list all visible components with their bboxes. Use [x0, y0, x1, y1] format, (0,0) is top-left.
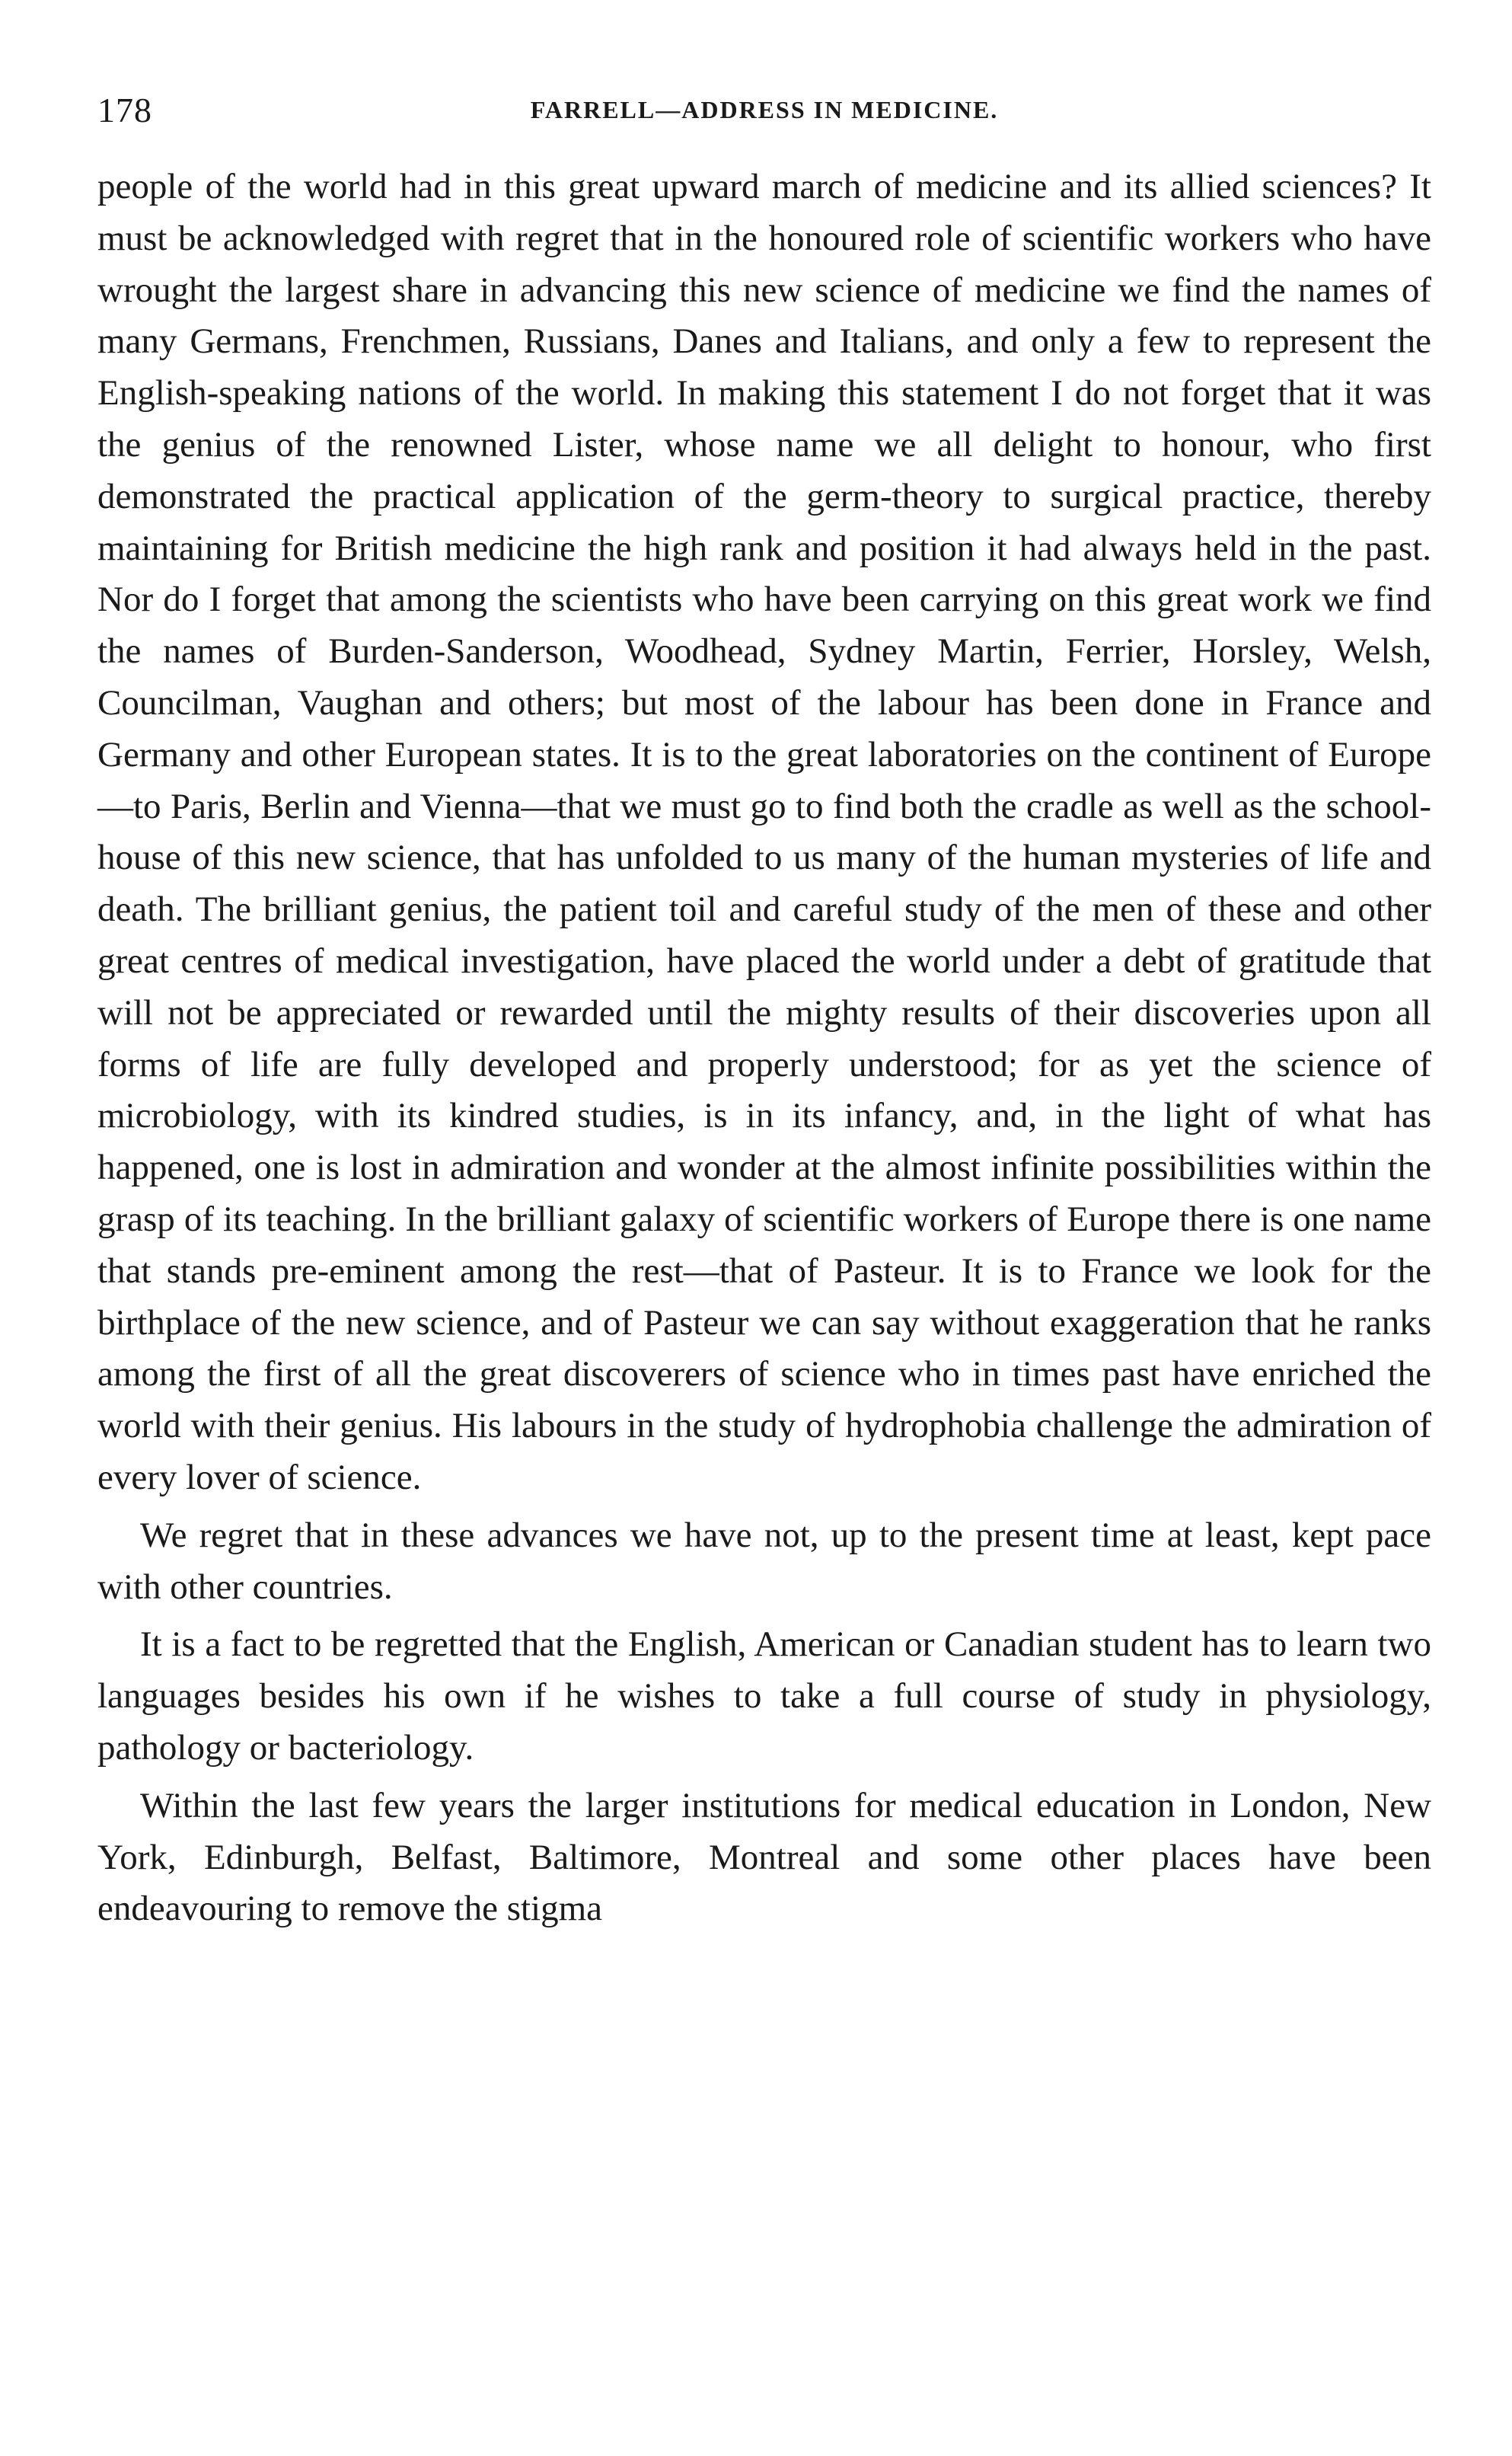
- running-head: [97, 90, 1431, 151]
- paragraph: Within the last few years the larger institutions for medical education in London, New York, Edinburgh, Belfast, Baltimore, Montreal and some other places have been endeavouring to remove the stigma: [97, 1785, 1431, 1929]
- paragraph-continued: people of the world had in this great upward march of medicine and its allied sciences? It must be acknowledged with regret that in the honoured role of scientific workers who have wrought the largest share in advancing this new science of medicine we find the names of many Germans, Frenchmen, Russians, Danes and Italians, and only a few to represent the English-speaking nations of the world. In making this statement I do not forget that it was the genius of the renowned Lister, whose name we all delight to honour, who first demonstrated the practical application of the germ-theory to surgical practice, thereby maintaining for British medicine the high rank and position it had always held in the past. Nor do I forget that among the scientists who have been carrying on this great work we find the names of Burden-Sanderson, Woodhead, Sydney Martin, Ferrier, Horsley, Welsh, Councilman, Vaughan and others; but most of the labour has been done in France and Germany and other European states. It is to the great laboratories on the continent of Europe—to Paris, Berlin and Vienna—that we must go to find both the cradle as well as the school-house of this new science, that has unfolded to us many of the human mysteries of life and death. The brilliant genius, the patient toil and careful study of the men of these and other great centres of medical investigation, have placed the world under a debt of gratitude that will not be appreciated or rewarded until the mighty results of their discoveries upon all forms of life are fully developed and properly understood; for as yet the science of microbiology, with its kindred studies, is in its infancy, and, in the light of what has happened, one is lost in admiration and wonder at the almost infinite possibilities within the grasp of its teaching. In the brilliant galaxy of scientific workers of Europe there is one name that stands pre-eminent among the rest—that of Pasteur. It is to France we look for the birthplace of the new science, and of Pasteur we can say without exaggeration that he ranks among the first of all the great discoverers of science who in times past have enriched the world with their genius. His labours in the study of hydrophobia challenge the admiration of every lover of science.: [97, 167, 1431, 1497]
- running-title: FARRELL—ADDRESS IN MEDICINE.: [530, 96, 999, 123]
- book-page: [97, 90, 1431, 2420]
- paragraph: We regret that in these advances we have not, up to the present time at least, kept pace with other countries.: [97, 1515, 1431, 1607]
- page-number: 178: [97, 91, 152, 129]
- paragraph: It is a fact to be regretted that the English, American or Canadian student has to learn two languages besides his own if he wishes to take a full course of study in physiology, pathology or bacteriology.: [97, 1624, 1431, 1768]
- body-text: [97, 161, 1431, 1935]
